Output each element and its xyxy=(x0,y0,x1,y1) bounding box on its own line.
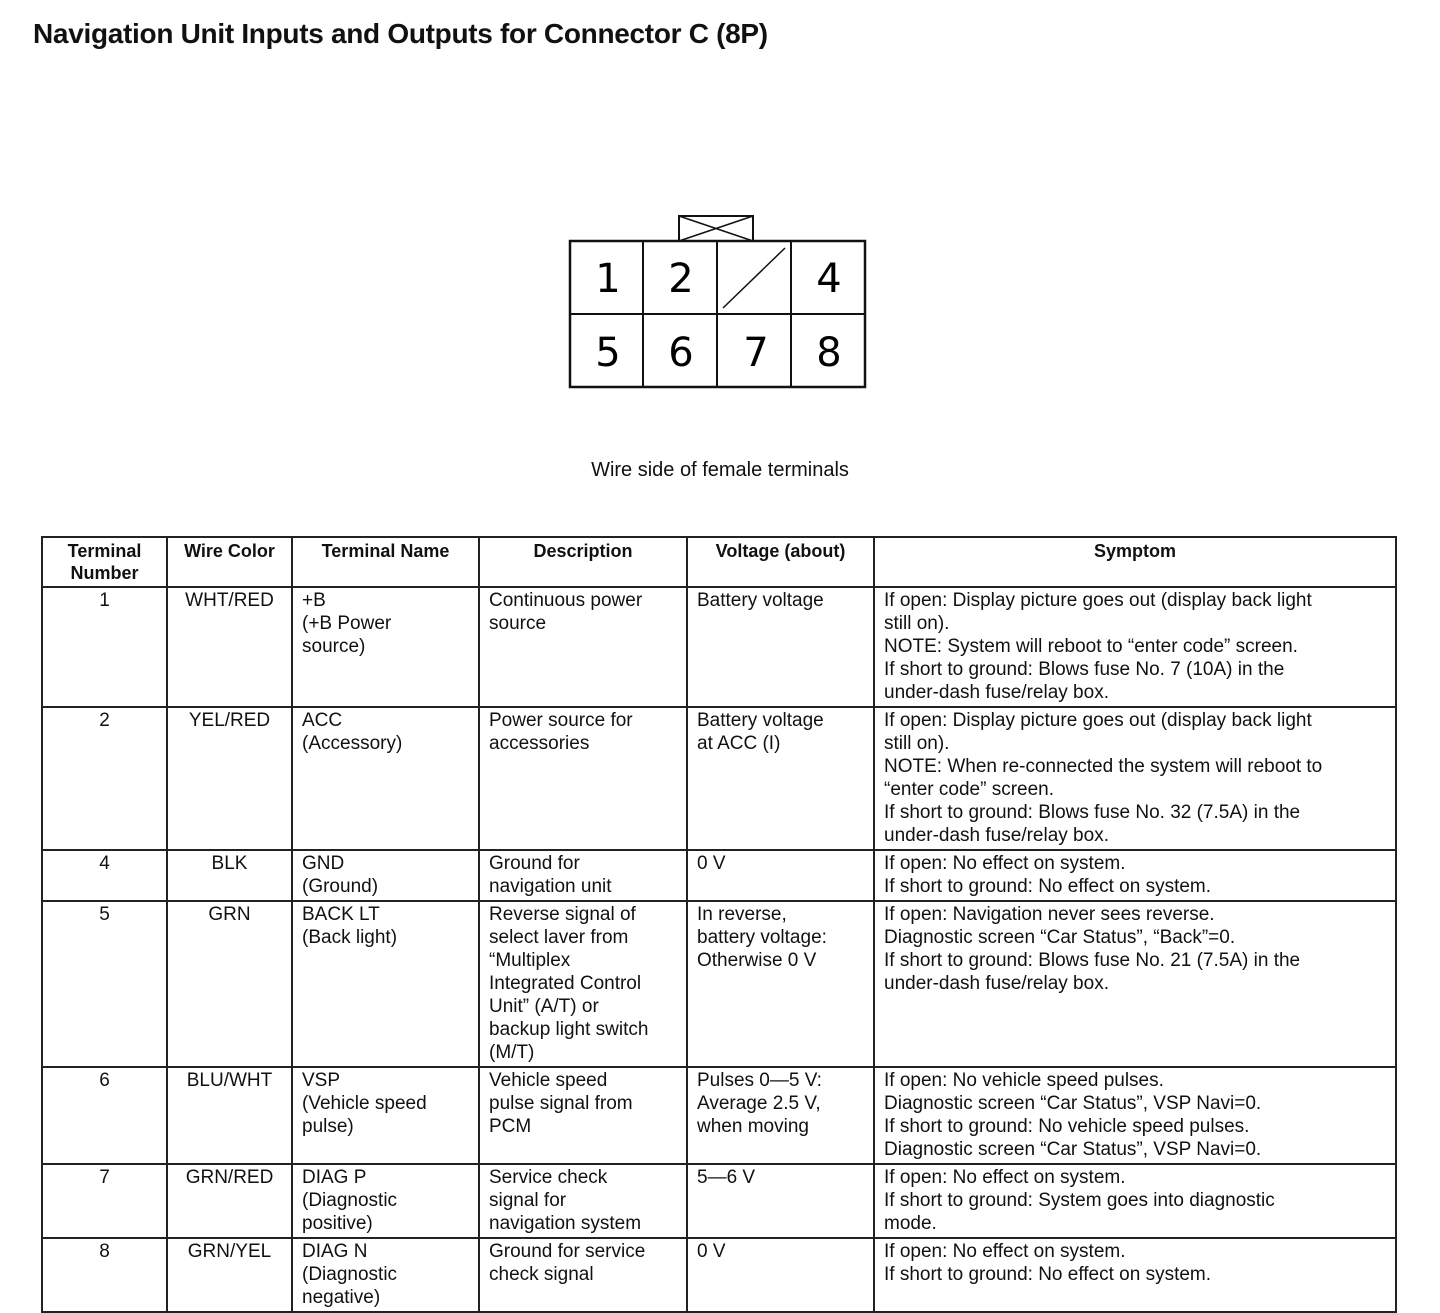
symptom-cell: If open: No effect on system. If short to ground: No effect on system. xyxy=(874,850,1396,901)
table-row xyxy=(42,901,1396,1067)
voltage-cell: Battery voltage xyxy=(687,587,874,707)
wire-color-cell: BLU/WHT xyxy=(167,1067,292,1164)
wire-color-cell: YEL/RED xyxy=(167,707,292,850)
cavity-8-label: 8 xyxy=(816,330,842,376)
terminal-name-cell: VSP (Vehicle speed pulse) xyxy=(292,1067,479,1164)
terminal-number-cell: 5 xyxy=(42,901,167,1067)
header-terminal-name: Terminal Name xyxy=(292,537,479,587)
symptom-cell: If open: Display picture goes out (display back light still on). NOTE: When re-connected the system will reboot to “enter code” screen. If short to ground: Blows fuse No. 32 (7.5A) in the under-dash fuse/relay box. xyxy=(874,707,1396,850)
terminal-name-cell: ACC (Accessory) xyxy=(292,707,479,850)
symptom-cell: If open: Display picture goes out (display back light still on). NOTE: System will reboot to “enter code” screen. If short to ground: Blows fuse No. 7 (10A) in the under-dash fuse/relay box. xyxy=(874,587,1396,707)
cavity-2-label: 2 xyxy=(668,256,694,302)
io-table xyxy=(41,536,1397,1313)
cavity-1-label: 1 xyxy=(595,256,621,302)
terminal-number-cell: 2 xyxy=(42,707,167,850)
description-cell: Ground for service check signal xyxy=(479,1238,687,1312)
table-row xyxy=(42,1238,1396,1312)
wire-color-cell: GRN/YEL xyxy=(167,1238,292,1312)
cavity-5-label: 5 xyxy=(595,330,621,376)
voltage-cell: Battery voltage at ACC (I) xyxy=(687,707,874,850)
table-row xyxy=(42,587,1396,707)
description-cell: Vehicle speed pulse signal from PCM xyxy=(479,1067,687,1164)
page-title: Navigation Unit Inputs and Outputs for Connector C (8P) xyxy=(33,18,768,49)
voltage-cell: 5—6 V xyxy=(687,1164,874,1238)
wire-color-cell: GRN xyxy=(167,901,292,1067)
symptom-cell: If open: No effect on system. If short to ground: No effect on system. xyxy=(874,1238,1396,1312)
voltage-cell: 0 V xyxy=(687,850,874,901)
wire-color-cell: WHT/RED xyxy=(167,587,292,707)
table-body xyxy=(42,587,1396,1312)
terminal-number-cell: 4 xyxy=(42,850,167,901)
terminal-number-cell: 8 xyxy=(42,1238,167,1312)
header-symptom: Symptom xyxy=(874,537,1396,587)
description-cell: Power source for accessories xyxy=(479,707,687,850)
header-description: Description xyxy=(479,537,687,587)
description-cell: Ground for navigation unit xyxy=(479,850,687,901)
description-cell: Reverse signal of select laver from “Multiplex Integrated Control Unit” (A/T) or backup light switch (M/T) xyxy=(479,901,687,1067)
terminal-number-cell: 6 xyxy=(42,1067,167,1164)
symptom-cell: If open: No effect on system. If short to ground: System goes into diagnostic mode. xyxy=(874,1164,1396,1238)
voltage-cell: Pulses 0—5 V: Average 2.5 V, when moving xyxy=(687,1067,874,1164)
cavity-7-label: 7 xyxy=(743,330,769,376)
voltage-cell: 0 V xyxy=(687,1238,874,1312)
terminal-name-cell: DIAG P (Diagnostic positive) xyxy=(292,1164,479,1238)
header-voltage: Voltage (about) xyxy=(687,537,874,587)
terminal-name-cell: +B (+B Power source) xyxy=(292,587,479,707)
wire-color-cell: BLK xyxy=(167,850,292,901)
table-row xyxy=(42,850,1396,901)
description-cell: Continuous power source xyxy=(479,587,687,707)
terminal-number-cell: 1 xyxy=(42,587,167,707)
terminal-name-cell: BACK LT (Back light) xyxy=(292,901,479,1067)
connector-diagram xyxy=(568,214,868,392)
cavity-6-label: 6 xyxy=(668,330,694,376)
terminal-number-cell: 7 xyxy=(42,1164,167,1238)
terminal-name-cell: GND (Ground) xyxy=(292,850,479,901)
description-cell: Service check signal for navigation system xyxy=(479,1164,687,1238)
symptom-cell: If open: No vehicle speed pulses. Diagnostic screen “Car Status”, VSP Navi=0. If short to ground: No vehicle speed pulses. Diagnostic screen “Car Status”, VSP Navi=0. xyxy=(874,1067,1396,1164)
cavity-4-label: 4 xyxy=(816,256,842,302)
symptom-cell: If open: Navigation never sees reverse. Diagnostic screen “Car Status”, “Back”=0. If short to ground: Blows fuse No. 21 (7.5A) in the under-dash fuse/relay box. xyxy=(874,901,1396,1067)
header-wire-color: Wire Color xyxy=(167,537,292,587)
diagram-caption: Wire side of female terminals xyxy=(591,459,849,481)
voltage-cell: In reverse, battery voltage: Otherwise 0 V xyxy=(687,901,874,1067)
table-row xyxy=(42,707,1396,850)
terminal-name-cell: DIAG N (Diagnostic negative) xyxy=(292,1238,479,1312)
header-terminal-number: Terminal Number xyxy=(42,537,167,587)
wire-color-cell: GRN/RED xyxy=(167,1164,292,1238)
table-row xyxy=(42,1164,1396,1238)
table-header-row xyxy=(42,537,1396,587)
table-row xyxy=(42,1067,1396,1164)
